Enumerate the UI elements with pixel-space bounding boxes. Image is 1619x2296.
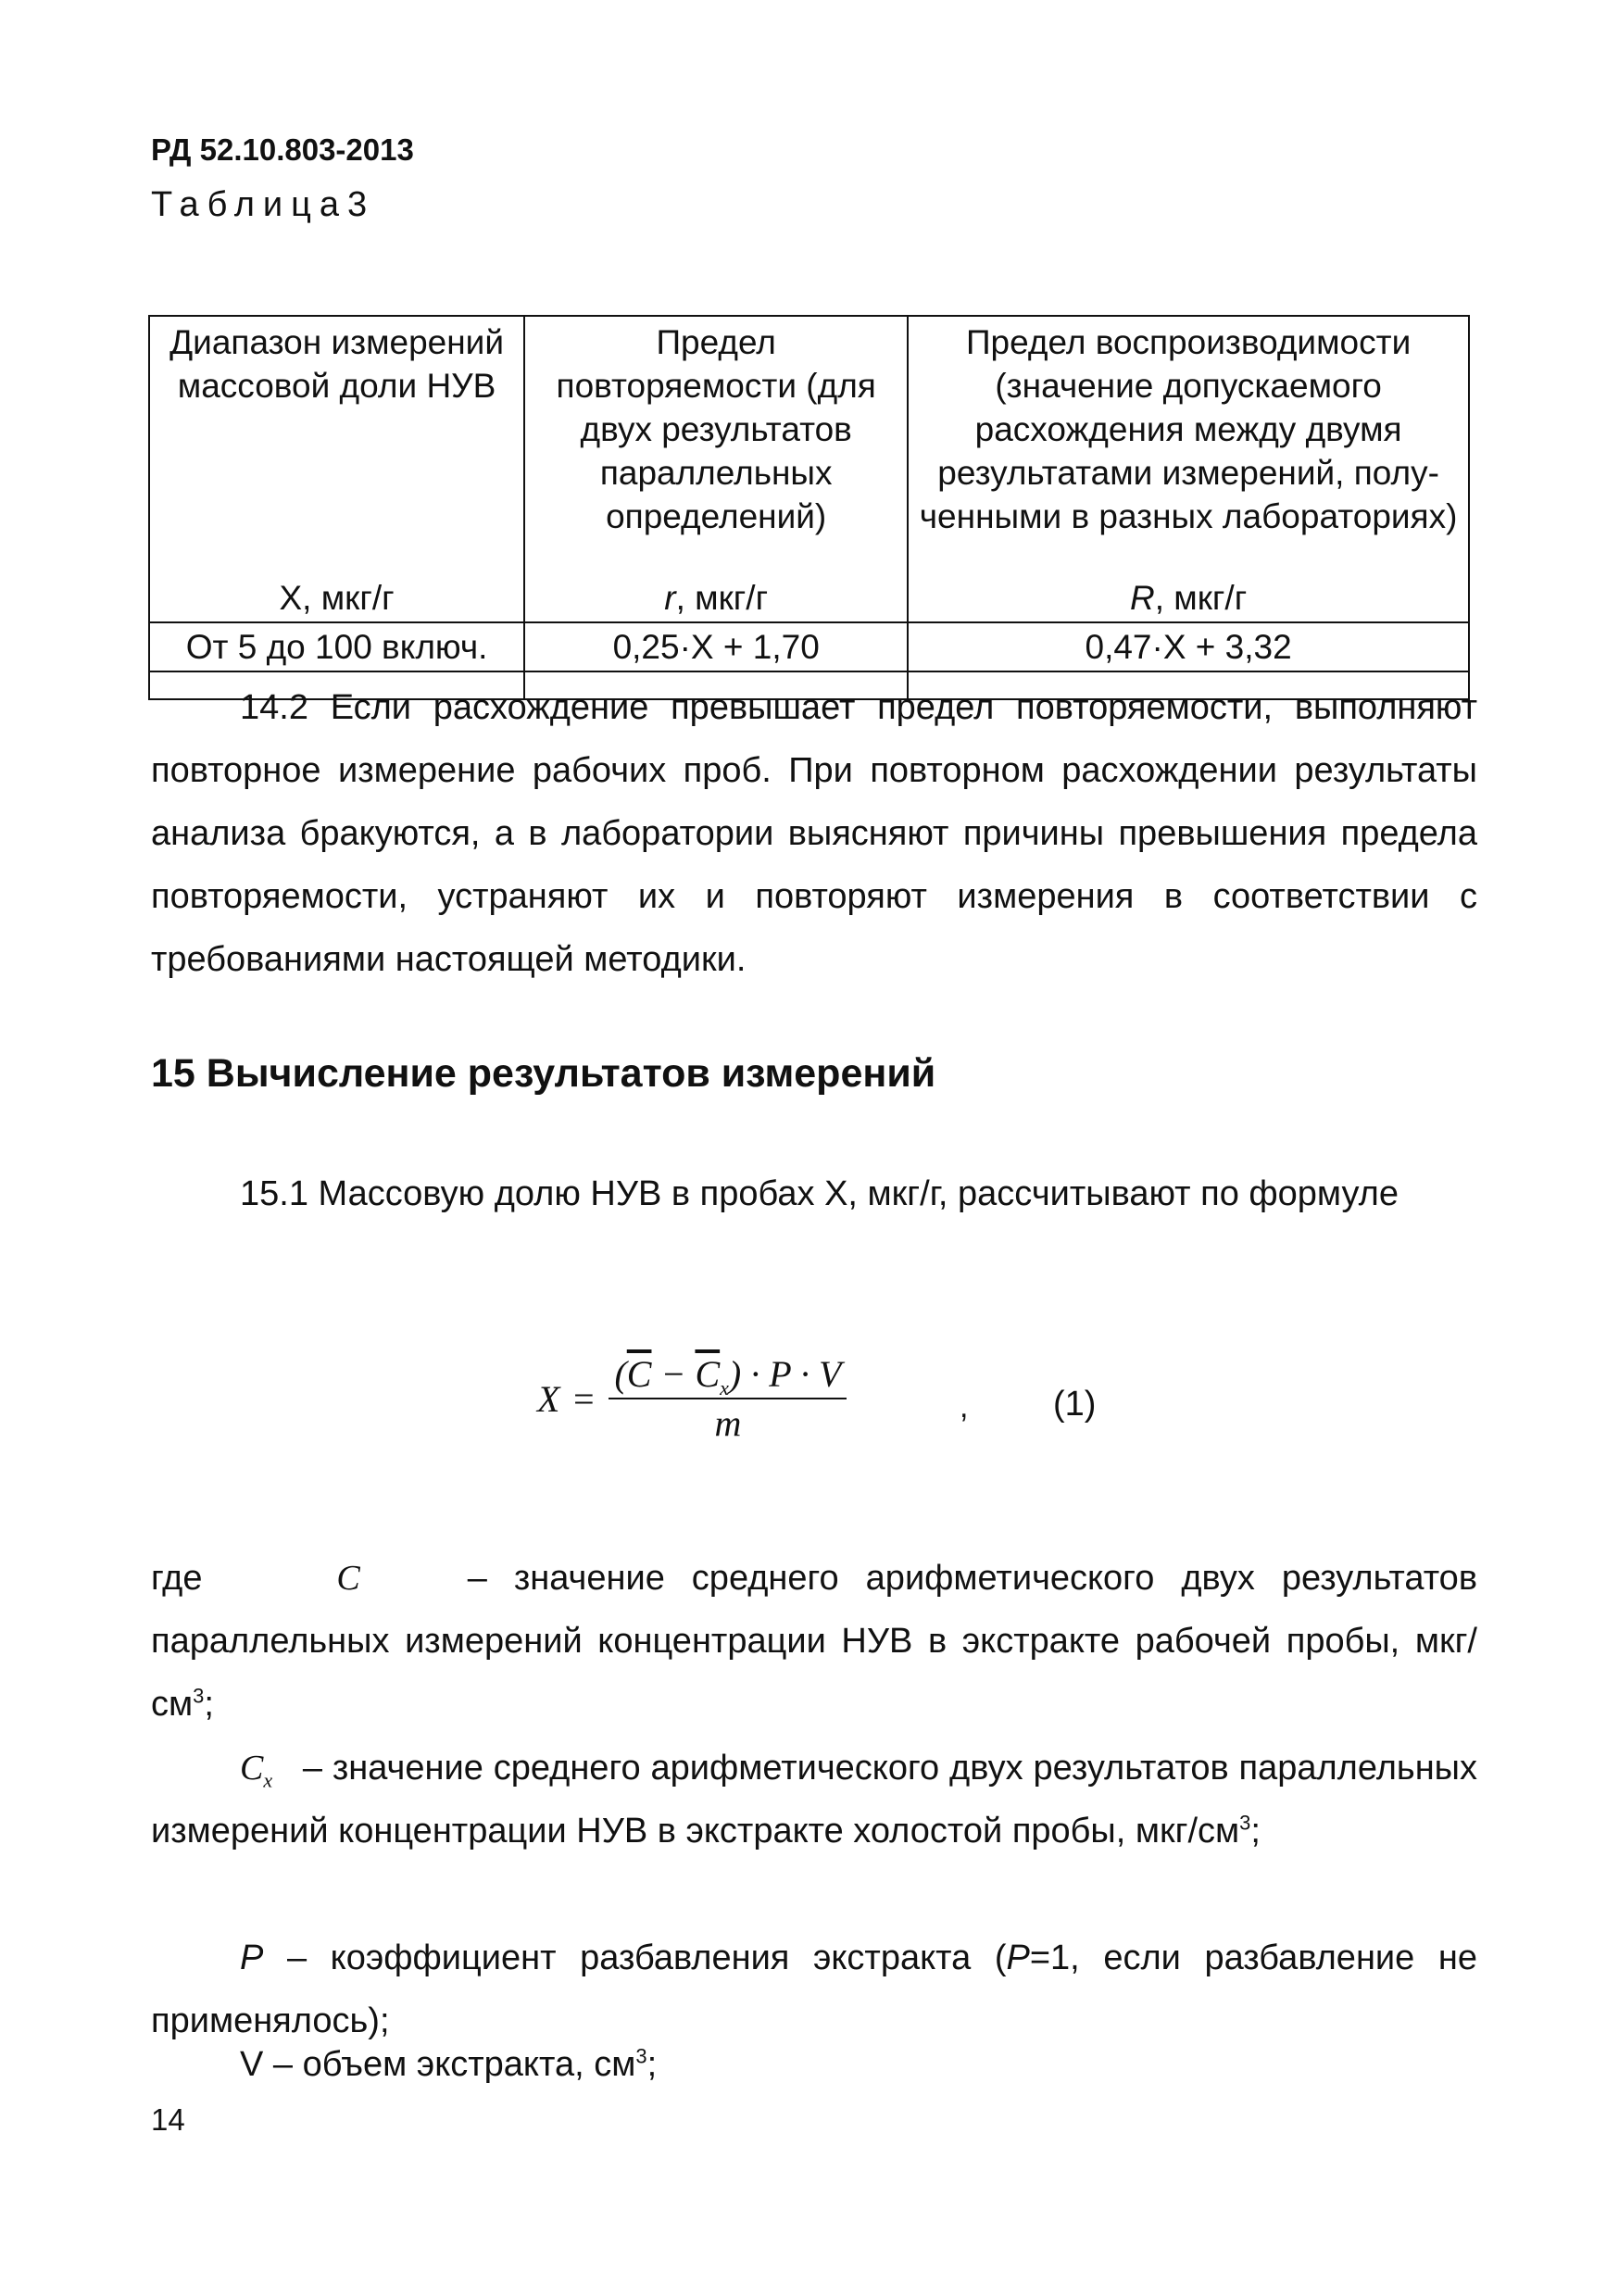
header-cell-repeatability xyxy=(524,316,908,622)
header-reproducibility-unit: R, мкг/г xyxy=(1130,579,1248,617)
formula-fraction xyxy=(609,1352,847,1445)
definition-v: V – объем экстракта, $см^3$; xyxy=(240,2044,658,2084)
header-cell-reproducibility xyxy=(908,316,1469,622)
table-label: Таблица3 xyxy=(151,185,376,224)
paragraph-15-1: 15.1 Массовую долю НУВ в пробах X, мкг/г, рассчитывают по формуле xyxy=(240,1174,1399,1213)
symbol-p: P xyxy=(240,1938,264,1977)
formula-1 xyxy=(537,1352,847,1445)
cell-r-value: 0,25·X + 1,70 xyxy=(524,622,908,671)
definition-cx: $C_x$ – значение среднего арифметического двух результатов параллельных измерений концентрации НУВ в экстракте холостой пробы, мкг/$см^3$; xyxy=(151,1749,1477,1851)
page-number: 14 xyxy=(151,2102,185,2137)
formula-comma: , xyxy=(960,1389,969,1424)
symbol-cx: $C_x$ xyxy=(240,1749,273,1792)
formula-numerator: $(\overline{C} - \overline{C}_x) \cdot P \cdot V$ xyxy=(609,1352,847,1399)
header-range-title: Диапазон измерений массовой доли НУВ xyxy=(169,323,505,405)
header-range-unit: X, мкг/г xyxy=(279,579,395,617)
section-heading: 15 Вычисление результатов измерений xyxy=(151,1051,936,1096)
cell-R-value: 0,47·X + 3,32 xyxy=(908,622,1469,671)
formula-equals: = xyxy=(571,1377,596,1420)
cell-range-value: От 5 до 100 включ. xyxy=(149,622,524,671)
header-reproducibility-title: Предел воспроизводимости (значение допускаемого расхождения между двумя результатами измерений, полу-ченными в разных лабораториях) xyxy=(919,323,1458,535)
document-code: РД 52.10.803-2013 xyxy=(151,132,414,167)
table-row xyxy=(149,622,1469,671)
header-cell-range xyxy=(149,316,524,622)
header-repeatability-title: Предел повторяемости (для двух результатов параллельных определений) xyxy=(556,323,876,535)
definition-c: где C – значение среднего арифметического двух результатов параллельных измерений концентрации НУВ в экстракте рабочей пробы, мкг/$см^3$; xyxy=(151,1559,1478,1724)
definition-p: P – коэффициент разбавления экстракта (P=1, если разбавление не применялось); xyxy=(151,1938,1477,2040)
header-repeatability-unit: r, мкг/г xyxy=(664,579,769,617)
table-header-row xyxy=(149,316,1469,622)
symbol-c: C xyxy=(336,1559,360,1598)
formula-denominator: m xyxy=(714,1402,742,1444)
tolerance-table xyxy=(148,315,1470,700)
formula-lhs: X xyxy=(537,1377,560,1420)
paragraph-14-2: 14.2 Если расхождение превышает предел повторяемости, выполняют повторное измерение рабочих проб. При повторном расхождении результаты анализа бракуются, а в лаборатории выясняют причины превышения предела повторяемости, устраняют их и повторяют измерения в соответствии с требованиями настоящей методики. xyxy=(151,688,1477,979)
formula-number: (1) xyxy=(1053,1385,1097,1424)
